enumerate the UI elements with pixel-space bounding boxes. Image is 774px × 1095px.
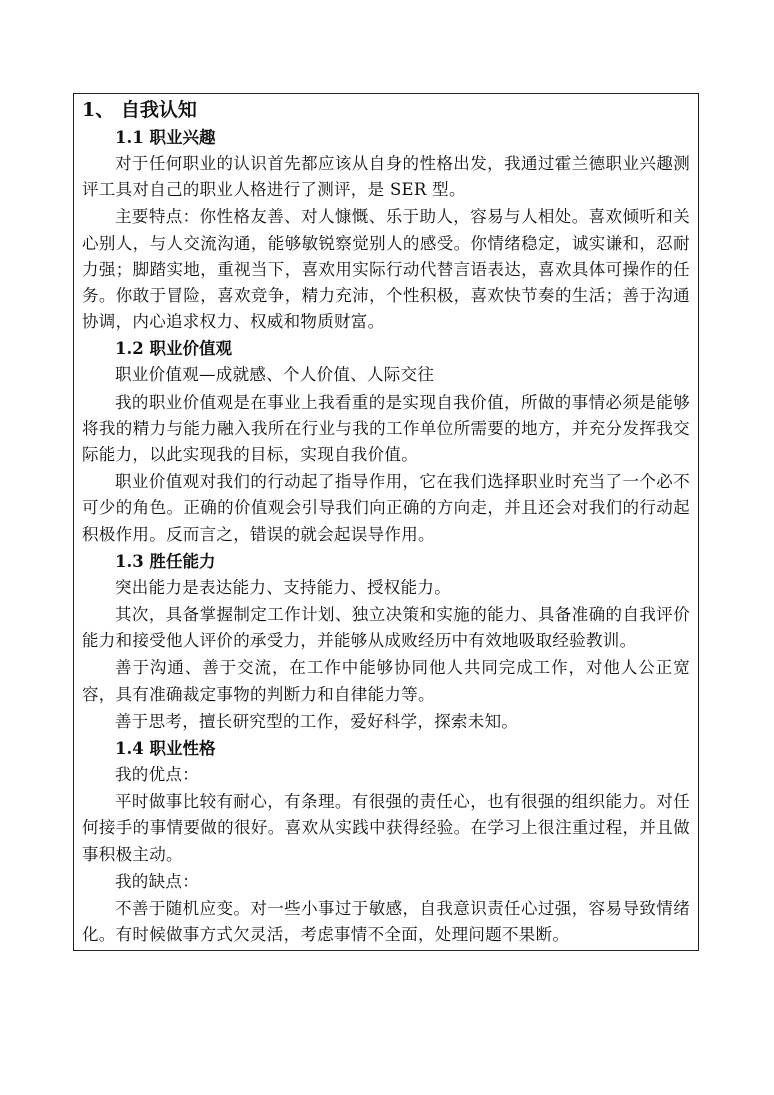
paragraph: 我的职业价值观是在事业上我看重的是实现自我价值，所做的事情必须是能够将我的精力与能力融入我所在行业与我的工作单位所需要的地方，并充分发挥我交际能力，以此实现我的目标，实现自我价值。 (82, 392, 690, 465)
paragraph: 其次，具备掌握制定工作计划、独立决策和实施的能力、具备准确的自我评价能力和接受他人评价的承受力，并能够从成败经历中有效地吸取经验教训。 (82, 605, 690, 651)
paragraph: 我的缺点： (115, 871, 199, 891)
paragraph: 善于沟通、善于交流，在工作中能够协同他人共同完成工作，对他人公正宽容，具有准确裁定事物的判断力和自律能力等。 (82, 658, 690, 704)
paragraph: 对于任何职业的认识首先都应该从自身的性格出发，我通过霍兰德职业兴趣测评工具对自己的职业人格进行了测评，是 SER 型。 (82, 154, 690, 200)
paragraph: 职业价值观—成就感、个人价值、人际交往 (115, 365, 435, 385)
subsection-title-values: 1.2 职业价值观 (115, 339, 232, 359)
paragraph: 突出能力是表达能力、支持能力、授权能力。 (115, 577, 451, 597)
paragraph: 不善于随机应变。对一些小事过于敏感，自我意识责任心过强，容易导致情绪化。有时候做事方式欠灵活，考虑事情不全面，处理问题不果断。 (82, 899, 690, 945)
paragraph: 善于思考，擅长研究型的工作，爱好科学，探索未知。 (115, 711, 519, 731)
subsection-title-competence: 1.3 胜任能力 (115, 551, 216, 571)
paragraph: 平时做事比较有耐心，有条理。有很强的责任心，也有很强的组织能力。对任何接手的事情要做的很好。喜欢从实践中获得经验。在学习上很注重过程，并且做事积极主动。 (82, 792, 690, 864)
paragraph: 主要特点：你性格友善、对人慷慨、乐于助人，容易与人相处。喜欢倾听和关心别人，与人交流沟通，能够敏锐察觉别人的感受。你情绪稳定，诚实谦和，忍耐力强；脚踏实地，重视当下，喜欢用实际行动代替言语表达，喜欢具体可操作的任务。你敢于冒险，喜欢竞争，精力充沛，个性积极，喜欢快节奏的生活；善于沟通协调，内心追求权力、权威和物质财富。 (82, 207, 690, 332)
section-title: 1、 自我认知 (82, 99, 197, 121)
content-frame (73, 93, 699, 951)
subsection-title-interest: 1.1 职业兴趣 (115, 128, 216, 147)
subsection-title-personality: 1.4 职业性格 (115, 739, 216, 759)
paragraph: 我的优点： (115, 765, 199, 785)
paragraph: 职业价值观对我们的行动起了指导作用，它在我们选择职业时充当了一个必不可少的角色。正确的价值观会引导我们向正确的方向走，并且还会对我们的行动起积极作用。反而言之，错误的就会起误导作用。 (82, 472, 690, 544)
